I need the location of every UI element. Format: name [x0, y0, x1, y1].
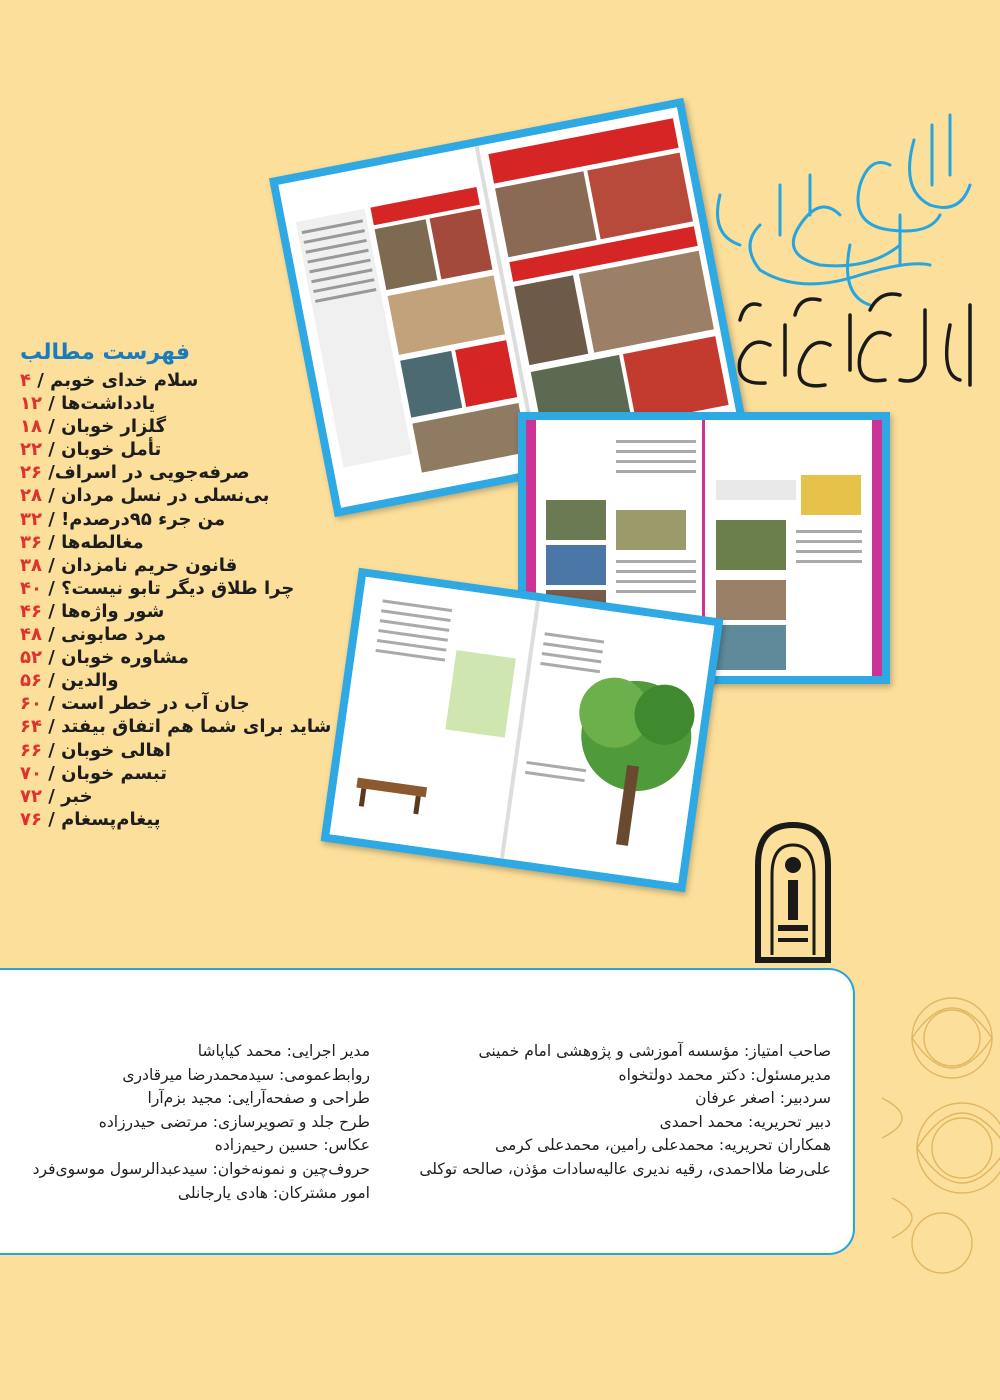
toc-item-label: قانون حریم نامزدان / — [41, 554, 238, 576]
credit-line: عکاس: حسین رحیم‌زاده — [214, 1136, 370, 1155]
toc-item[interactable] — [20, 692, 360, 715]
toc-item[interactable] — [20, 415, 360, 438]
toc-item[interactable] — [20, 739, 360, 762]
toc-item[interactable] — [20, 369, 360, 392]
toc-item[interactable] — [20, 392, 360, 415]
toc-item-page: ۴ — [20, 370, 31, 391]
decorative-ornament — [862, 978, 1000, 1278]
toc-item[interactable] — [20, 646, 360, 669]
credit-line: مدیرمسئول: دکتر محمد دولتخواه — [618, 1065, 831, 1084]
toc-title: فهرست مطالب — [20, 340, 191, 365]
toc-item[interactable] — [20, 438, 360, 461]
toc-item-page: ۶۴ — [20, 716, 42, 738]
toc-item-page: ۳۶ — [20, 531, 42, 553]
toc-item[interactable] — [20, 554, 360, 577]
credit-line: طراحی و صفحه‌آرایی: مجید بزم‌آرا — [147, 1089, 370, 1108]
toc-item-page: ۶۰ — [20, 693, 42, 715]
institute-logo — [738, 820, 848, 970]
toc-item-label: مغالطه‌ها / — [41, 531, 144, 553]
toc-item-label: گلزار خوبان / — [41, 416, 167, 438]
toc-item[interactable] — [20, 461, 360, 484]
toc-item-label: تبسم خوبان / — [41, 762, 168, 784]
toc-item-page: ۶۶ — [20, 739, 42, 761]
toc-item[interactable] — [20, 484, 360, 507]
toc-item-page: ۳۸ — [20, 554, 42, 576]
toc-item-label: مشاوره خوبان / — [41, 647, 189, 669]
toc-item[interactable] — [20, 531, 360, 554]
toc-item-page: ۳۲ — [20, 508, 42, 530]
toc-item-label: شاید برای شما هم اتفاق بیفتد / — [41, 716, 332, 738]
toc-item[interactable] — [20, 577, 360, 600]
table-of-contents — [20, 340, 360, 831]
credits-production — [32, 1040, 370, 1205]
toc-item-label: سلام خدای خوبم / — [31, 370, 199, 391]
toc-item[interactable] — [20, 600, 360, 623]
toc-item-page: ۲۶ — [20, 462, 42, 484]
toc-item-label: یادداشت‌ها / — [41, 393, 156, 415]
toc-item-label: صرفه‌جویی در اسراف/ — [41, 462, 250, 484]
credit-line: دبیر تحریریه: محمد احمدی — [659, 1112, 831, 1131]
toc-item-label: جان آب در خطر است / — [41, 693, 250, 715]
toc-item[interactable] — [20, 623, 360, 646]
credit-line: سردبیر: اصغر عرفان — [695, 1089, 831, 1108]
toc-item-label: من جرء ۹۵درصدم! / — [41, 508, 226, 530]
credits-editorial — [331, 1040, 831, 1182]
toc-item-label: پیغام‌پسغام / — [41, 808, 161, 830]
toc-item-page: ۲۲ — [20, 439, 42, 461]
toc-item[interactable] — [20, 669, 360, 692]
toc-item-page: ۴۸ — [20, 624, 42, 646]
toc-item-label: خبر / — [41, 785, 93, 807]
toc-list — [20, 369, 360, 831]
toc-item-page: ۷۲ — [20, 785, 42, 807]
toc-item[interactable] — [20, 808, 360, 831]
spread-tree-illustration — [330, 577, 715, 883]
toc-item-label: چرا طلاق دیگر تابو نیست؟ / — [41, 577, 295, 599]
credit-line: علی‌رضا ملااحمدی، رقیه ندیری عالیه‌سادات مؤذن، صالحه توکلی — [419, 1159, 831, 1178]
toc-item-page: ۵۶ — [20, 670, 42, 692]
toc-item-page: ۴۰ — [20, 577, 42, 599]
toc-item-page: ۵۲ — [20, 647, 42, 669]
toc-item-page: ۲۸ — [20, 485, 42, 507]
toc-item-label: بی‌نسلی در نسل مردان / — [41, 485, 270, 507]
toc-item-label: والدین / — [41, 670, 119, 692]
toc-item-page: ۷۶ — [20, 808, 42, 830]
toc-item-label: مرد صابونی / — [41, 624, 167, 646]
toc-item[interactable] — [20, 715, 360, 738]
toc-item-page: ۴۶ — [20, 600, 42, 622]
toc-item[interactable] — [20, 762, 360, 785]
toc-item-label: شور واژه‌ها / — [41, 600, 165, 622]
toc-item-page: ۷۰ — [20, 762, 42, 784]
toc-item[interactable] — [20, 785, 360, 808]
credit-line: امور مشترکان: هادی یارجانلی — [177, 1183, 370, 1202]
calligraphy-illustration — [700, 95, 990, 395]
toc-item-page: ۱۲ — [20, 393, 42, 415]
toc-item[interactable] — [20, 508, 360, 531]
magazine-spread-tree — [321, 568, 724, 893]
credit-line: حروف‌چین و نمونه‌خوان: سیدعبدالرسول موسوی‌فرد — [32, 1159, 370, 1178]
credit-line: مدیر اجرایی: محمد کیاپاشا — [197, 1042, 370, 1060]
toc-item-label: اهالی خوبان / — [41, 739, 171, 761]
credits-panel — [0, 968, 855, 1255]
toc-item-page: ۱۸ — [20, 416, 42, 438]
credit-line: روابط‌عمومی: سیدمحمدرضا میرقادری — [122, 1065, 370, 1084]
credit-line: همکاران تحریریه: محمدعلی رامین، محمدعلی کرمی — [495, 1136, 831, 1155]
credit-line: طرح جلد و تصویرسازی: مرتضی حیدرزاده — [98, 1112, 370, 1131]
credit-line: صاحب امتیاز: مؤسسه آموزشی و پژوهشی امام خمینی — [478, 1042, 831, 1060]
toc-item-label: تأمل خوبان / — [41, 439, 162, 461]
